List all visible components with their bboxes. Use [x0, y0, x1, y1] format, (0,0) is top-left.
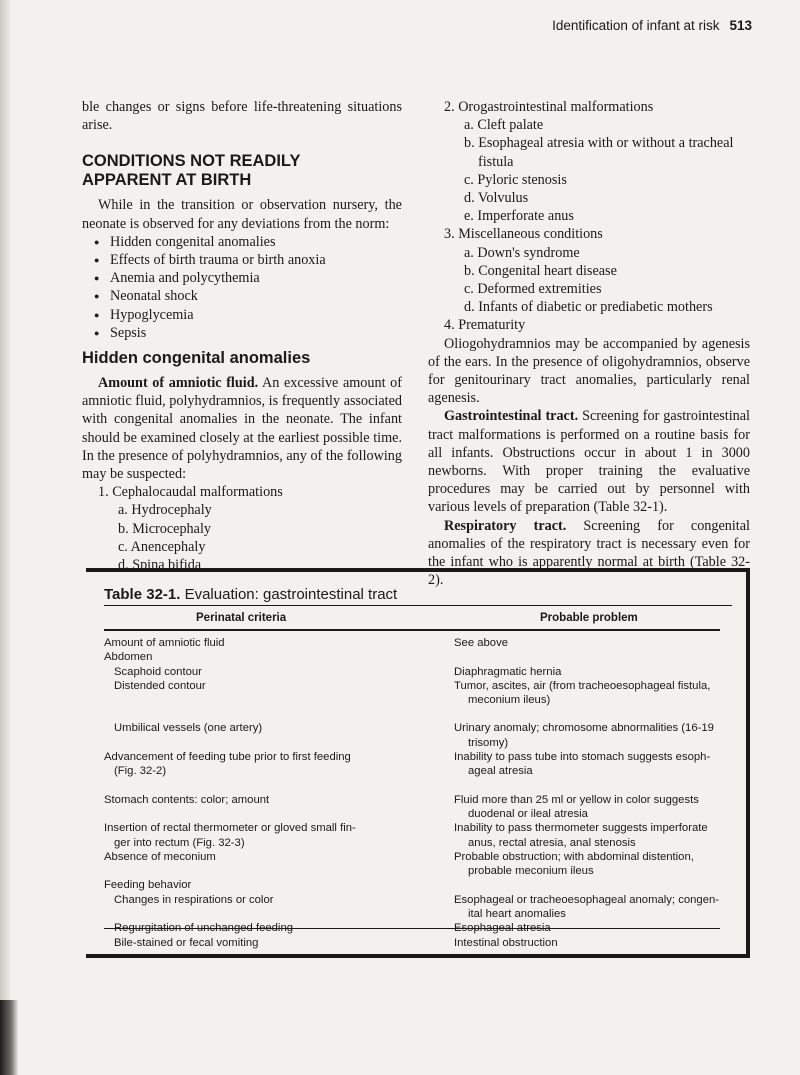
page-number: 513 — [729, 18, 752, 33]
criteria-cell: Abdomen — [104, 651, 153, 664]
criteria-cell: Distended contour — [114, 679, 206, 692]
table-body — [104, 636, 724, 950]
gi-text: Screening for gastrointestinal tract malformations is performed on a routine basis for all infants. Obstructions occur in about 1 in 3000 newborns. With proper training the evaluative procedures may be carried out by personnel with various levels of preparation (Table 32-1). — [428, 408, 750, 516]
problem-line-cont: ital heart anomalies — [468, 908, 566, 921]
list3-item: b. Congenital heart disease — [464, 262, 617, 279]
problem-line-cont: ageal atresia — [468, 765, 533, 778]
criteria-cell: Umbilical vessels (one artery) — [114, 722, 263, 735]
amniotic-paragraph — [82, 374, 402, 483]
problem-cell: Diaphragmatic hernia — [454, 665, 562, 678]
table-row — [104, 665, 724, 679]
gi-runin: Gastrointestinal tract. — [444, 408, 579, 425]
resp-runin: Respiratory tract. — [444, 517, 567, 534]
criteria-cell: Regurgitation of unchanged feeding — [114, 922, 294, 935]
list3-item: c. Deformed extremities — [464, 281, 602, 298]
table-row — [104, 936, 724, 950]
list1-title: 1. Cephalocaudal malformations — [98, 484, 283, 501]
bullet-item: ● Neonatal shock — [94, 287, 402, 305]
criteria-cell — [104, 821, 454, 850]
criteria-cell: Feeding behavior — [104, 879, 192, 892]
table-title — [104, 586, 397, 603]
problem-line: Inability to pass tube into stomach suggests esoph- — [454, 751, 711, 764]
list4-title: 4. Prematurity — [444, 317, 526, 334]
bullet-item: ● Sepsis — [94, 324, 402, 342]
criteria-cell: Scaphoid contour — [114, 665, 202, 678]
section-paragraph: While in the transition or observation nursery, the neonate is observed for any deviations from the norm: — [82, 197, 402, 232]
section-heading-line2: APPARENT AT BIRTH — [82, 171, 252, 190]
table-row — [104, 721, 724, 750]
table-row — [104, 793, 724, 822]
problem-cell — [454, 793, 724, 822]
problem-line: Probable obstruction; with abdominal distention, — [454, 850, 694, 863]
criteria-cell — [104, 750, 454, 779]
criteria-cell: Absence of meconium — [104, 850, 216, 863]
problem-cell — [454, 821, 724, 850]
list3-item: a. Down's syndrome — [464, 244, 580, 261]
problem-cell: Esophageal atresia — [454, 922, 551, 935]
problem-cell — [454, 750, 724, 779]
section-heading-line1: CONDITIONS NOT READILY — [82, 152, 301, 171]
running-title: Identification of infant at risk — [552, 18, 720, 33]
page-spine-shadow — [0, 0, 10, 1075]
gi-paragraph — [428, 407, 750, 516]
table-label: Table 32-1. — [104, 586, 181, 603]
problem-cell: See above — [454, 637, 509, 649]
problem-line-cont: anus, rectal atresia, anal stenosis — [468, 836, 636, 849]
problem-line-cont: trisomy) — [468, 736, 509, 749]
list3-item: d. Infants of diabetic or prediabetic mothers — [464, 299, 713, 316]
list2-title: 2. Orogastrointestinal malformations — [444, 99, 654, 115]
list2-item: a. Cleft palate — [464, 117, 544, 134]
page-edge-dark — [0, 1000, 18, 1075]
col-header-criteria: Perinatal criteria — [196, 612, 287, 624]
problem-cell: Intestinal obstruction — [454, 936, 558, 949]
criteria-line: Insertion of rectal thermometer or gloved small fin- — [104, 822, 356, 835]
table-bottom-rule — [104, 928, 720, 929]
right-column — [428, 98, 750, 589]
list2-item: e. Imperforate anus — [464, 208, 574, 225]
table-title-rule — [104, 605, 732, 606]
problem-cell — [454, 721, 724, 750]
oligo-paragraph: Oliogohydramnios may be accompanied by agenesis of the ears. In the presence of oligohydramnios, observe for genitourinary tract anomalies, particularly renal agenesis. — [428, 335, 750, 407]
criteria-cell: Amount of amniotic fluid — [104, 637, 225, 649]
col-header-problem: Probable problem — [540, 612, 638, 624]
table-row — [104, 850, 724, 879]
table-row — [104, 650, 724, 664]
intro-paragraph: ble changes or signs before life-threatening situations arise. — [82, 99, 402, 134]
problem-cell — [454, 893, 724, 922]
table-row — [104, 878, 724, 892]
problem-line: Esophageal or tracheoesophageal anomaly; congen- — [454, 893, 720, 906]
bullet-item: ● Hidden congenital anomalies — [94, 233, 402, 251]
amniotic-text: An excessive amount of amniotic fluid, polyhydramnios, is frequently associated with congenital anomalies in the neonate. The infant should be examined closely at the earliest possible time. In the presence of polyhydramnios, any of the following may be suspected: — [82, 375, 402, 483]
running-header — [552, 18, 752, 33]
list1-item: d. Spina bifida — [118, 557, 202, 574]
criteria-line-cont: ger into rectum (Fig. 32-3) — [114, 836, 245, 849]
problem-line: Urinary anomaly; chromosome abnormalities (16-19 — [454, 722, 714, 735]
amniotic-runin: Amount of amniotic fluid. — [98, 375, 259, 392]
table-row — [104, 679, 724, 708]
list1-item: c. Anencephaly — [118, 538, 206, 555]
bullet-list — [82, 233, 402, 342]
table-row — [104, 821, 724, 850]
left-column — [82, 98, 402, 574]
criteria-cell: Changes in respirations or color — [114, 893, 274, 906]
problem-line: Inability to pass thermometer suggests imperforate — [454, 822, 708, 835]
table-header-rule — [104, 629, 720, 631]
section-heading — [82, 152, 402, 190]
resp-text: Screening for congenital anomalies of the respiratory tract is necessary even for the infant who is apparently normal at birth (Table 32-2). — [428, 517, 750, 589]
problem-line-cont: probable meconium ileus — [468, 865, 594, 878]
table-title-text: Evaluation: gastrointestinal tract — [180, 586, 398, 603]
problem-cell — [454, 650, 724, 664]
list2-item: b. Esophageal atresia with or without a tracheal fistula — [464, 135, 734, 170]
bullet-item: ● Hypoglycemia — [94, 306, 402, 324]
problem-line: Tumor, ascites, air (from tracheoesophageal fistula, — [454, 679, 711, 692]
criteria-line-cont: (Fig. 32-2) — [114, 765, 167, 778]
table-row — [104, 636, 724, 650]
list3-title: 3. Miscellaneous conditions — [444, 226, 603, 243]
problem-line-cont: meconium ileus) — [468, 694, 551, 707]
table-row — [104, 893, 724, 922]
list2-item: c. Pyloric stenosis — [464, 171, 567, 188]
list1-item: b. Microcephaly — [118, 520, 211, 537]
problem-cell — [454, 679, 724, 708]
bullet-item: ● Effects of birth trauma or birth anoxia — [94, 251, 402, 269]
table-row — [104, 750, 724, 779]
problem-line: Fluid more than 25 ml or yellow in color suggests — [454, 793, 699, 806]
bullet-item: ● Anemia and polycythemia — [94, 269, 402, 287]
problem-line-cont: duodenal or ileal atresia — [468, 807, 588, 820]
list1-item: a. Hydrocephaly — [118, 502, 212, 519]
problem-cell — [454, 878, 724, 892]
problem-cell — [454, 850, 724, 879]
list2-item: d. Volvulus — [464, 190, 529, 207]
subheading-hidden-anomalies: Hidden congenital anomalies — [82, 349, 311, 368]
criteria-cell: Bile-stained or fecal vomiting — [114, 936, 259, 949]
criteria-cell: Stomach contents: color; amount — [104, 793, 270, 806]
criteria-line: Advancement of feeding tube prior to first feeding — [104, 751, 351, 764]
